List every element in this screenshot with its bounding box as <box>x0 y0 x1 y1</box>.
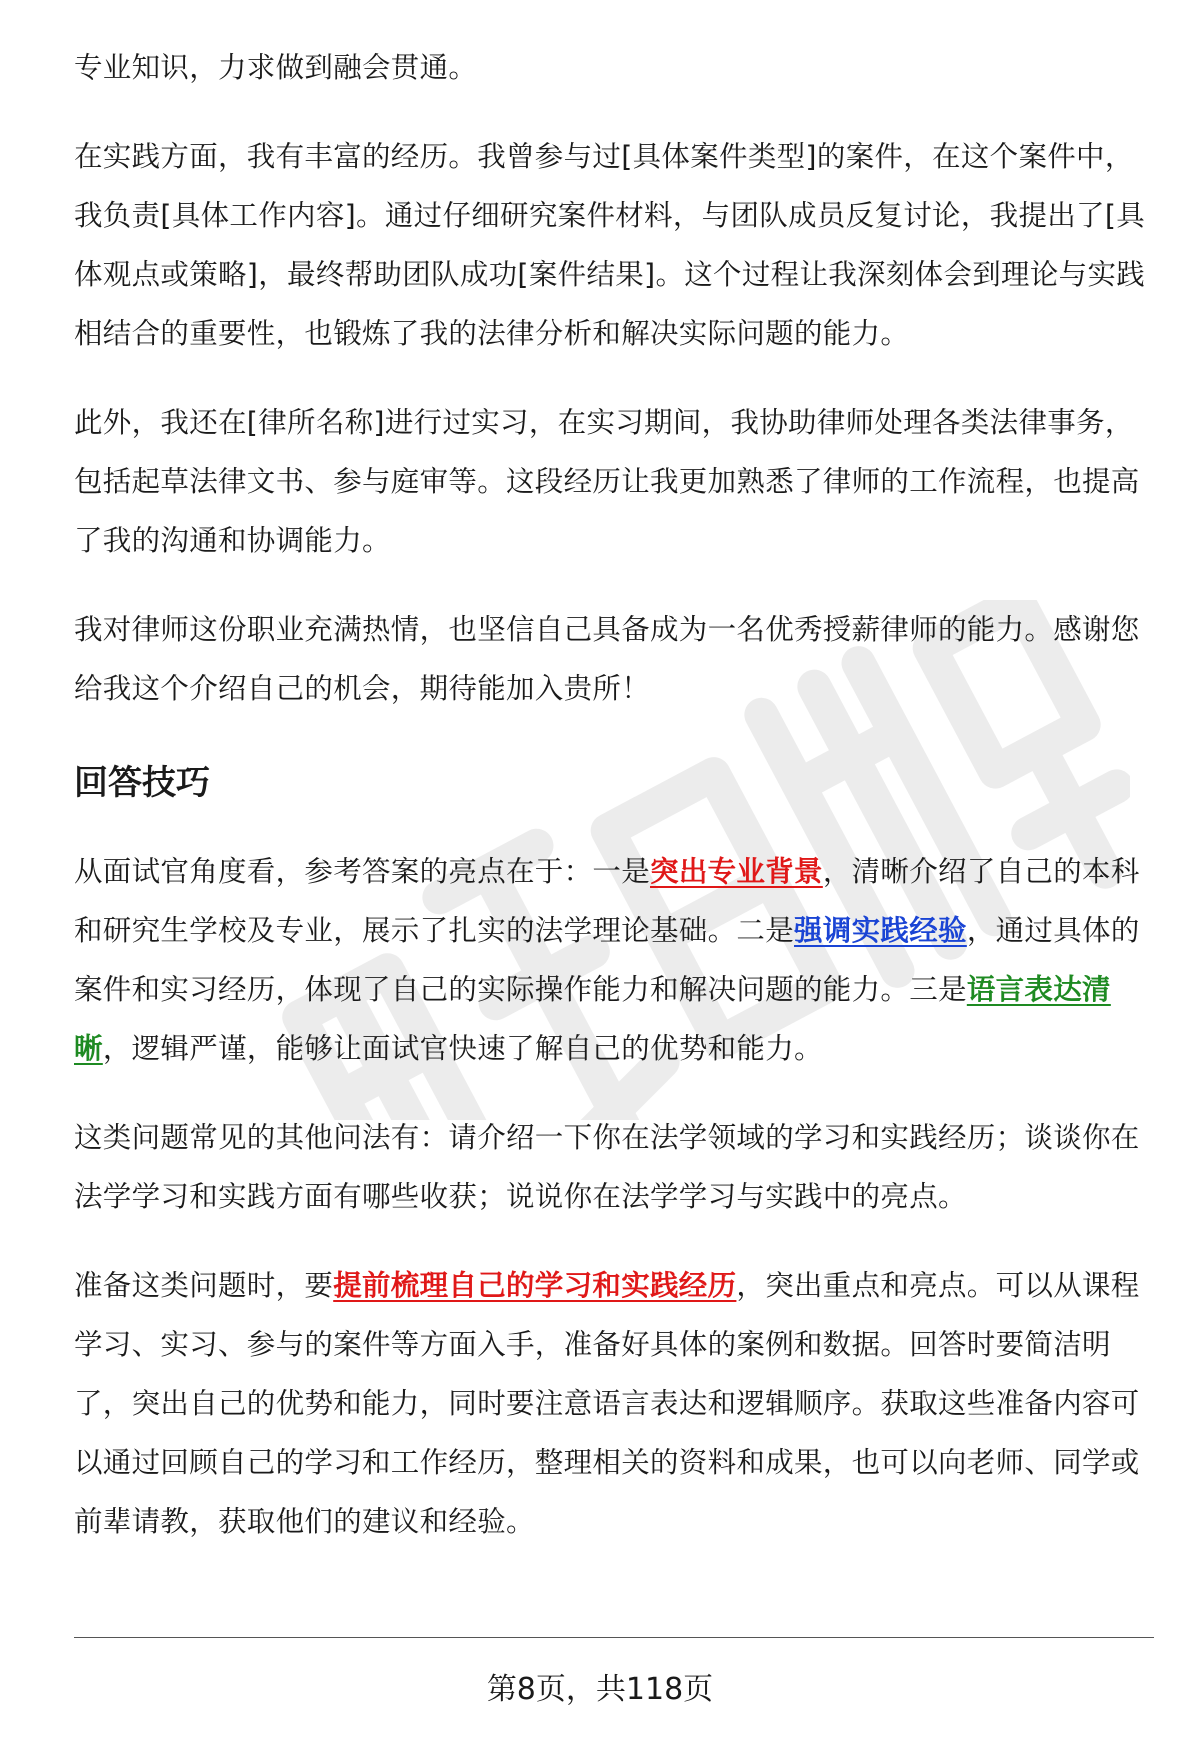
tips-text-1: 从面试官角度看，参考答案的亮点在于：一是 <box>74 855 651 888</box>
document-page <box>74 38 1154 1581</box>
prep-text-2: ，突出重点和亮点。可以从课程学习、实习、参与的案件等方面入手，准备好具体的案例和数据。回答时要简洁明了，突出自己的优势和能力，同时要注意语言表达和逻辑顺序。获取这些准备内容可以通过回顾自己的学习和工作经历，整理相关的资料和成果，也可以向老师、同学或前辈请教，获取他们的建议和经验。 <box>74 1269 1140 1538</box>
paragraph-tips <box>74 842 1154 1078</box>
highlight-practical-experience: 强调实践经验 <box>794 914 967 947</box>
paragraph-closing: 我对律师这份职业充满热情，也坚信自己具备成为一名优秀授薪律师的能力。感谢您给我这个介绍自己的机会，期待能加入贵所！ <box>74 613 1140 705</box>
paragraph-intro-end: 专业知识，力求做到融会贯通。 <box>74 51 478 84</box>
tips-text-4: ，逻辑严谨，能够让面试官快速了解自己的优势和能力。 <box>102 1032 823 1065</box>
prep-text-1: 准备这类问题时，要 <box>74 1269 334 1302</box>
paragraph-other-questions: 这类问题常见的其他问法有：请介绍一下你在法学领域的学习和实践经历；谈谈你在法学学习和实践方面有哪些收获；说说你在法学学习与实践中的亮点。 <box>74 1121 1140 1213</box>
highlight-clear-expression: 语言表达清晰 <box>74 973 1111 1065</box>
paragraph-practice: 在实践方面，我有丰富的经历。我曾参与过[具体案件类型]的案件，在这个案件中，我负责[具体工作内容]。通过仔细研究案件材料，与团队成员反复讨论，我提出了[具体观点或策略]，最终帮助团队成功[案件结果]。这个过程让我深刻体会到理论与实践相结合的重要性，也锻炼了我的法律分析和解决实际问题的能力。 <box>74 140 1146 350</box>
page-number: 第8页，共118页 <box>486 1672 714 1707</box>
footer-divider <box>74 1637 1154 1638</box>
highlight-professional-background: 突出专业背景 <box>650 855 823 888</box>
highlight-review-experience: 提前梳理自己的学习和实践经历 <box>333 1269 737 1302</box>
section-title: 回答技巧 <box>74 763 210 803</box>
tips-text-2: ，清晰介绍了自己的本科和研究生学校及专业，展示了扎实的法学理论基础。二是 <box>74 855 1140 947</box>
tips-text-3: ，通过具体的案件和实习经历，体现了自己的实际操作能力和解决问题的能力。三是 <box>74 914 1140 1006</box>
paragraph-preparation <box>74 1256 1154 1551</box>
paragraph-internship: 此外，我还在[律所名称]进行过实习，在实习期间，我协助律师处理各类法律事务，包括起草法律文书、参与庭审等。这段经历让我更加熟悉了律师的工作流程，也提高了我的沟通和协调能力。 <box>74 406 1140 557</box>
